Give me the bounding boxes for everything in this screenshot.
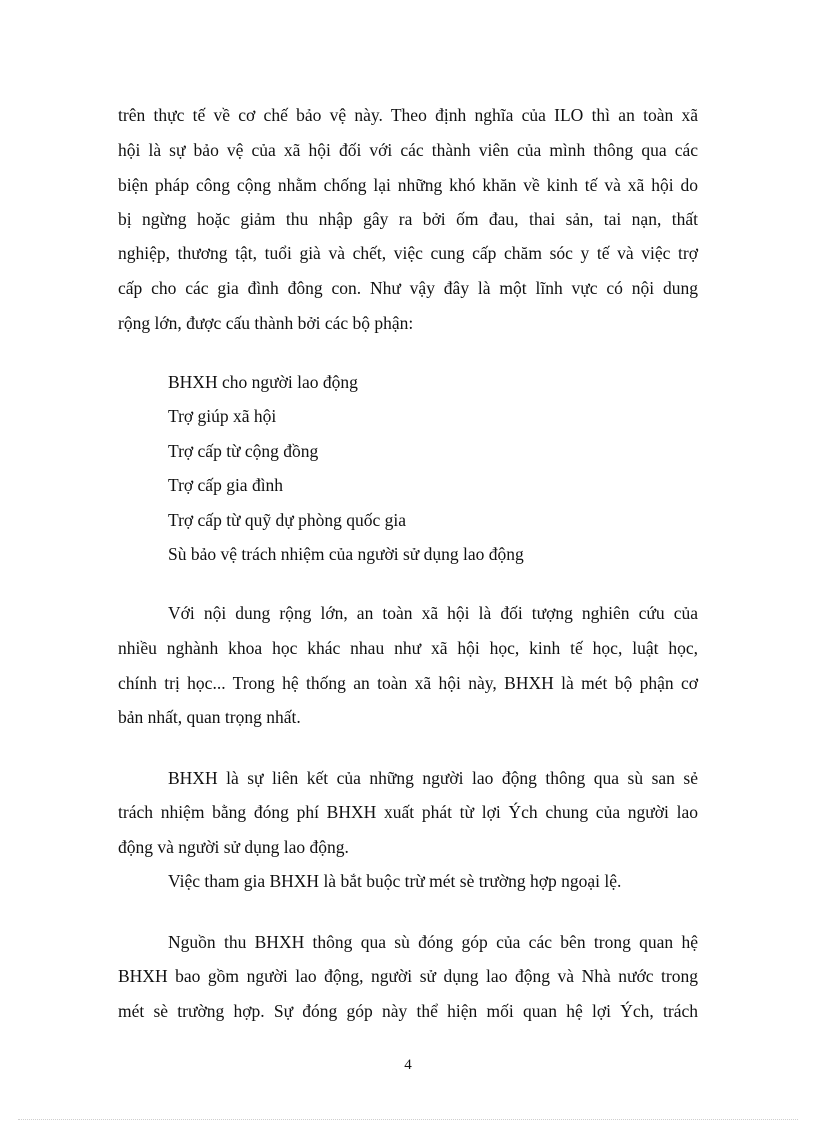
paragraph-line: bị ngừng hoặc giảm thu nhập gây ra bởi ốm đau, thai sản, tai nạn, thất [118, 209, 698, 229]
page-bottom-border [18, 1119, 798, 1120]
paragraph-line: động và người sử dụng lao động. [118, 837, 349, 857]
paragraph-line: biện pháp công cộng nhằm chống lại những khó khăn về kinh tế và xã hội do [118, 175, 698, 195]
list-item: Trợ cấp gia đình [168, 475, 284, 495]
paragraph-line: chính trị học... Trong hệ thống an toàn xã hội này, BHXH là mét bộ phận cơ [118, 673, 698, 693]
paragraph-line: nhiều nghành khoa học khác nhau như xã hội học, kinh tế học, luật học, [118, 638, 698, 658]
paragraph-line: trách nhiệm bằng đóng phí BHXH xuất phát từ lợi Ých chung của người lao [118, 802, 698, 822]
list-item: BHXH cho người lao động [168, 372, 358, 392]
paragraph-line: Với nội dung rộng lớn, an toàn xã hội là đối tượng nghiên cứu của [168, 603, 698, 623]
paragraph-line: mét sè trường hợp. Sự đóng góp này thể hiện mối quan hệ lợi Ých, trách [118, 1001, 698, 1021]
paragraph-line: rộng lớn, được cấu thành bởi các bộ phận: [118, 313, 414, 333]
paragraph-line: BHXH bao gồm người lao động, người sử dụng lao động và Nhà nước trong [118, 966, 698, 986]
paragraph-line: Nguồn thu BHXH thông qua sù đóng góp của các bên trong quan hệ [168, 932, 698, 952]
page-number: 4 [404, 1057, 412, 1073]
list-item: Trợ giúp xã hội [168, 406, 277, 426]
paragraph-line: BHXH là sự liên kết của những người lao động thông qua sù san sẻ [168, 768, 698, 788]
paragraph-line: bản nhất, quan trọng nhất. [118, 707, 301, 727]
paragraph-line: cấp cho các gia đình đông con. Như vậy đây là một lĩnh vực có nội dung [118, 278, 698, 298]
list-item: Trợ cấp từ cộng đồng [168, 441, 319, 461]
list-item: Trợ cấp từ quỹ dự phòng quốc gia [168, 510, 407, 530]
paragraph-line: Việc tham gia BHXH là bắt buộc trừ mét sè trường hợp ngoại lệ. [168, 871, 622, 891]
paragraph-line: nghiệp, thương tật, tuổi già và chết, việc cung cấp chăm sóc y tế và việc trợ [118, 243, 698, 263]
list-item: Sù bảo vệ trách nhiệm của người sử dụng lao động [168, 544, 524, 564]
paragraph-line: trên thực tế về cơ chế bảo vệ này. Theo định nghĩa của ILO thì an toàn xã [118, 105, 698, 125]
paragraph-line: hội là sự bảo vệ của xã hội đối với các thành viên của mình thông qua các [118, 140, 698, 160]
